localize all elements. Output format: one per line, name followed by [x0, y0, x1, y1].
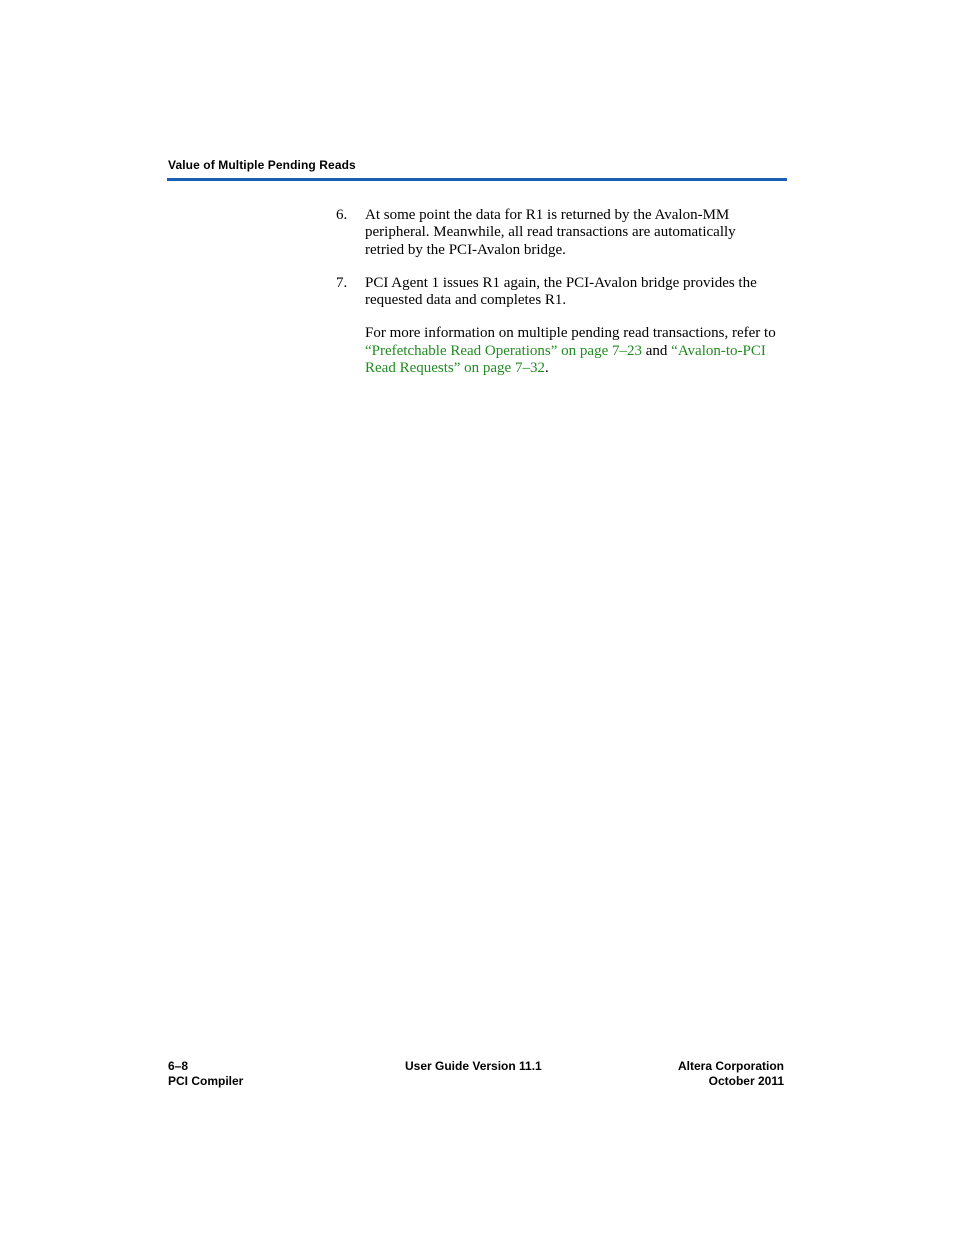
- company-name: Altera Corporation: [677, 1059, 784, 1073]
- running-header: Value of Multiple Pending Reads: [168, 158, 356, 172]
- footer-left: [168, 1059, 243, 1089]
- note-end: .: [544, 360, 549, 377]
- document-name: PCI Compiler: [168, 1074, 244, 1088]
- list-item-number: 6.: [336, 207, 348, 223]
- body-content: [336, 207, 788, 377]
- header-rule: [167, 178, 787, 181]
- list-item: [336, 207, 788, 259]
- link-prefetchable-read-operations[interactable]: “Prefetchable Read Operations” on page 7–23: [365, 342, 642, 359]
- list-item: [336, 275, 788, 310]
- text-line: requested data and completes R1.: [365, 292, 567, 309]
- text-line: PCI Agent 1 issues R1 again, the PCI-Avalon bridge provides the: [365, 274, 757, 291]
- page-number: 6–8: [168, 1059, 189, 1073]
- note-line-3: [365, 360, 788, 377]
- note-intro: For more information on multiple pending read transactions, refer to: [365, 325, 776, 342]
- text-line: At some point the data for R1 is returned by the Avalon-MM: [365, 207, 730, 223]
- footer-right: [678, 1059, 784, 1089]
- list-item-text: [365, 275, 788, 310]
- note-line-2: [365, 343, 788, 360]
- link-avalon-to-pci-read-requests-part2[interactable]: Read Requests” on page 7–32: [365, 360, 545, 377]
- footer-center: [405, 1059, 542, 1074]
- list-item-number: 7.: [336, 274, 348, 291]
- publication-date: October 2011: [708, 1074, 784, 1088]
- link-avalon-to-pci-read-requests-part1[interactable]: “Avalon-to-PCI: [671, 342, 766, 359]
- guide-version: User Guide Version 11.1: [405, 1059, 542, 1073]
- reference-note: [336, 325, 788, 377]
- text-line: peripheral. Meanwhile, all read transactions are automatically: [365, 224, 736, 241]
- text-line: retried by the PCI-Avalon bridge.: [365, 241, 566, 258]
- note-conjunction: and: [641, 342, 672, 359]
- list-item-text: [365, 207, 788, 259]
